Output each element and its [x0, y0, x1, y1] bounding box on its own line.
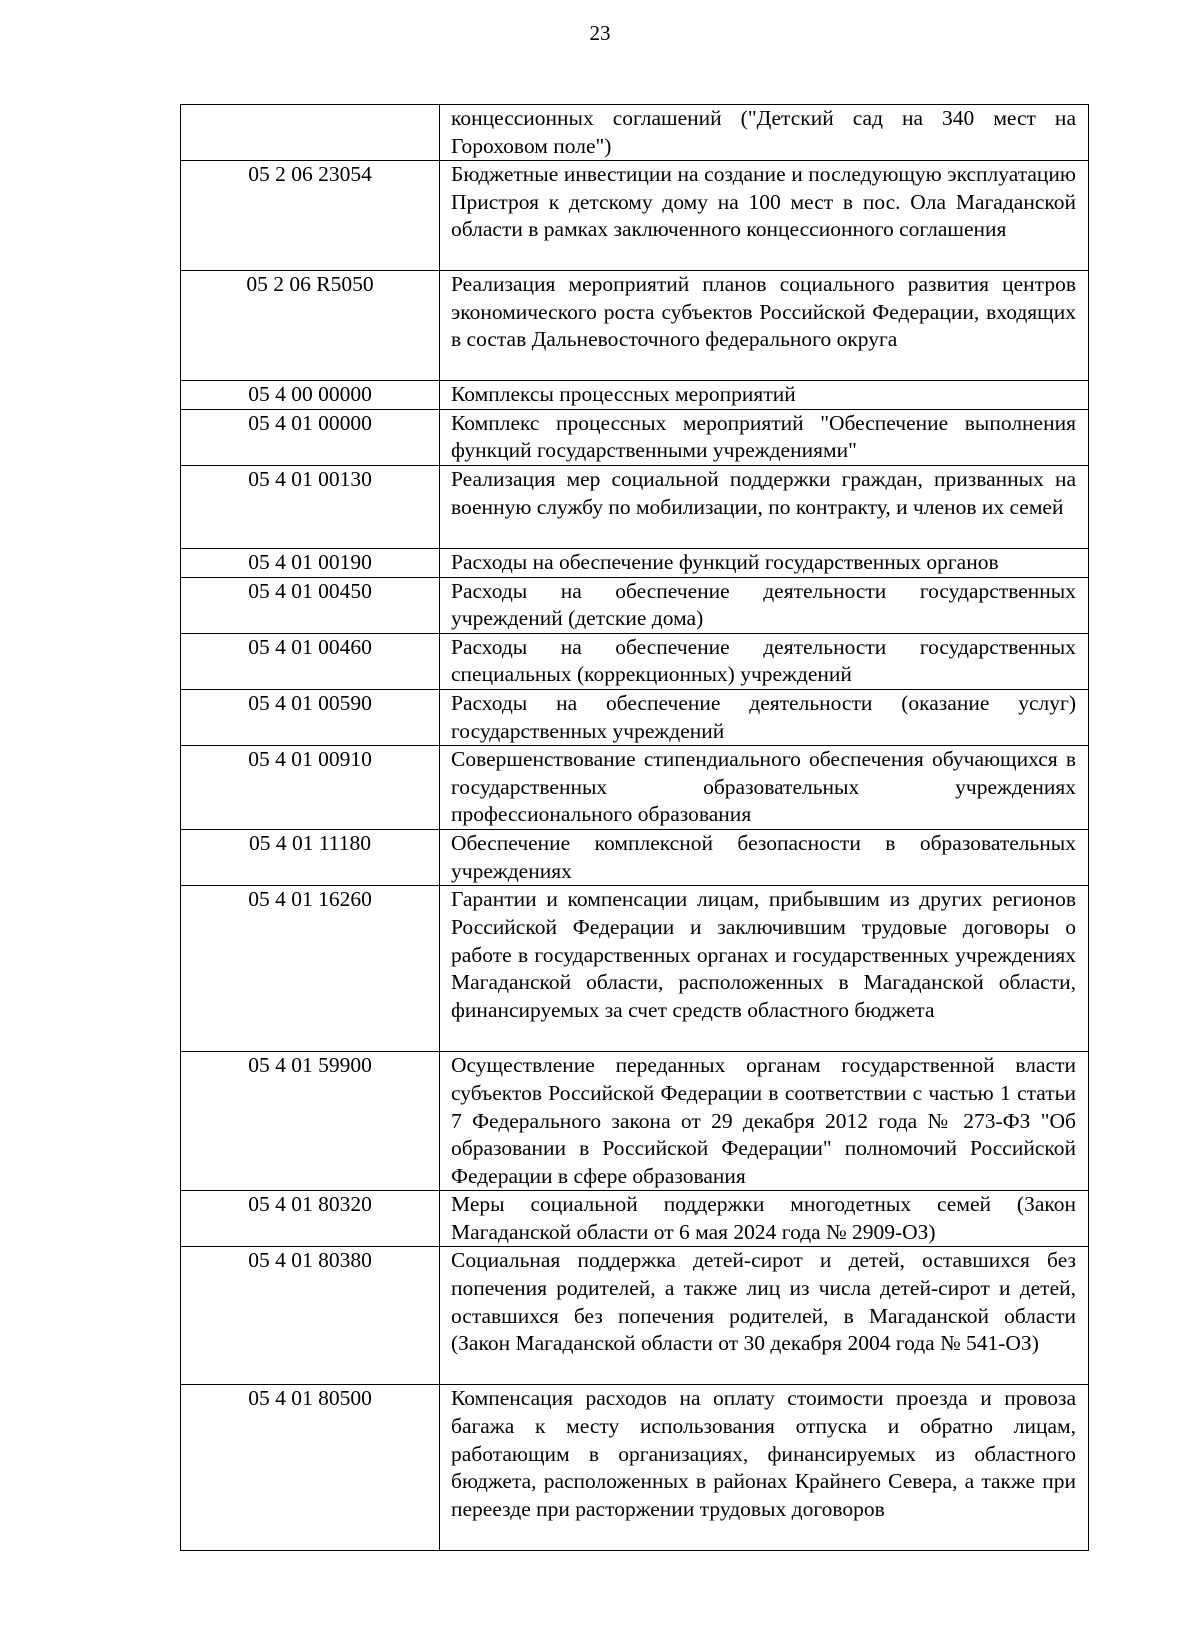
code-cell: 05 4 01 80380 — [181, 1247, 440, 1385]
code-cell: 05 4 01 00910 — [181, 746, 440, 830]
table-row — [181, 830, 1089, 886]
code-cell: 05 2 06 R5050 — [181, 271, 440, 381]
table-row — [181, 1052, 1089, 1191]
description-cell: Расходы на обеспечение деятельности государственных учреждений (детские дома) — [440, 577, 1089, 633]
table-row — [181, 746, 1089, 830]
table-row — [181, 577, 1089, 633]
table-row — [181, 1385, 1089, 1551]
table-row — [181, 465, 1089, 548]
description-cell: Социальная поддержка детей-сирот и детей, оставшихся без попечения родителей, а также лиц из числа детей-сирот и детей, оставшихся без попечения родителей, в Магаданской области (Закон Магаданской области от 30 декабря 2004 года № 541-ОЗ) — [440, 1247, 1089, 1385]
code-cell: 05 4 01 59900 — [181, 1052, 440, 1191]
code-cell: 05 4 01 00460 — [181, 633, 440, 689]
description-cell: Реализация мероприятий планов социального развития центров экономического роста субъектов Российской Федерации, входящих в состав Дальневосточного федерального округа — [440, 271, 1089, 381]
table-row — [181, 689, 1089, 745]
table-row — [181, 1247, 1089, 1385]
code-cell: 05 4 01 00590 — [181, 689, 440, 745]
description-cell: Комплексы процессных мероприятий — [440, 381, 1089, 410]
table-row — [181, 381, 1089, 410]
code-cell: 05 4 01 80500 — [181, 1385, 440, 1551]
code-cell: 05 4 01 00000 — [181, 409, 440, 465]
code-cell: 05 4 01 00130 — [181, 465, 440, 548]
description-cell: Расходы на обеспечение деятельности (оказание услуг) государственных учреждений — [440, 689, 1089, 745]
description-cell: Меры социальной поддержки многодетных семей (Закон Магаданской области от 6 мая 2024 года № 2909-ОЗ) — [440, 1191, 1089, 1247]
description-cell: Комплекс процессных мероприятий "Обеспечение выполнения функций государственными учреждениями" — [440, 409, 1089, 465]
table-row — [181, 409, 1089, 465]
description-cell: Совершенствование стипендиального обеспечения обучающихся в государственных образовательных учреждениях профессионального образования — [440, 746, 1089, 830]
table-row — [181, 105, 1089, 161]
table-row — [181, 1191, 1089, 1247]
code-cell: 05 2 06 23054 — [181, 161, 440, 271]
code-cell: 05 4 01 00190 — [181, 548, 440, 577]
code-cell: 05 4 00 00000 — [181, 381, 440, 410]
table-row — [181, 548, 1089, 577]
description-cell: Расходы на обеспечение функций государственных органов — [440, 548, 1089, 577]
description-cell: Бюджетные инвестиции на создание и последующую эксплуатацию Пристроя к детскому дому на 100 мест в пос. Ола Магаданской области в рамках заключенного концессионного соглашения — [440, 161, 1089, 271]
code-cell: 05 4 01 16260 — [181, 886, 440, 1052]
description-cell: Обеспечение комплексной безопасности в образовательных учреждениях — [440, 830, 1089, 886]
table-row — [181, 161, 1089, 271]
table-row — [181, 633, 1089, 689]
code-cell: 05 4 01 00450 — [181, 577, 440, 633]
table-row — [181, 271, 1089, 381]
description-cell: Осуществление переданных органам государственной власти субъектов Российской Федерации в соответствии с частью 1 статьи 7 Федерального закона от 29 декабря 2012 года № 273-ФЗ "Об образовании в Российской Федерации" полномочий Российской Федерации в сфере образования — [440, 1052, 1089, 1191]
description-cell: Гарантии и компенсации лицам, прибывшим из других регионов Российской Федерации и заключившим трудовые договоры о работе в государственных органах и государственных учреждениях Магаданской области, расположенных в Магаданской области, финансируемых за счет средств областного бюджета — [440, 886, 1089, 1052]
code-cell — [181, 105, 440, 161]
description-cell: Компенсация расходов на оплату стоимости проезда и провоза багажа к месту использования отпуска и обратно лицам, работающим в организациях, финансируемых из областного бюджета, расположенных в районах Крайнего Севера, а также при переезде при расторжении трудовых договоров — [440, 1385, 1089, 1551]
code-cell: 05 4 01 80320 — [181, 1191, 440, 1247]
code-cell: 05 4 01 11180 — [181, 830, 440, 886]
page-number: 23 — [589, 21, 611, 45]
table-row — [181, 886, 1089, 1052]
budget-classification-table — [180, 104, 1089, 1551]
description-cell: концессионных соглашений ("Детский сад на 340 мест на Гороховом поле") — [440, 105, 1089, 161]
description-cell: Реализация мер социальной поддержки граждан, призванных на военную службу по мобилизации, по контракту, и членов их семей — [440, 465, 1089, 548]
description-cell: Расходы на обеспечение деятельности государственных специальных (коррекционных) учреждений — [440, 633, 1089, 689]
